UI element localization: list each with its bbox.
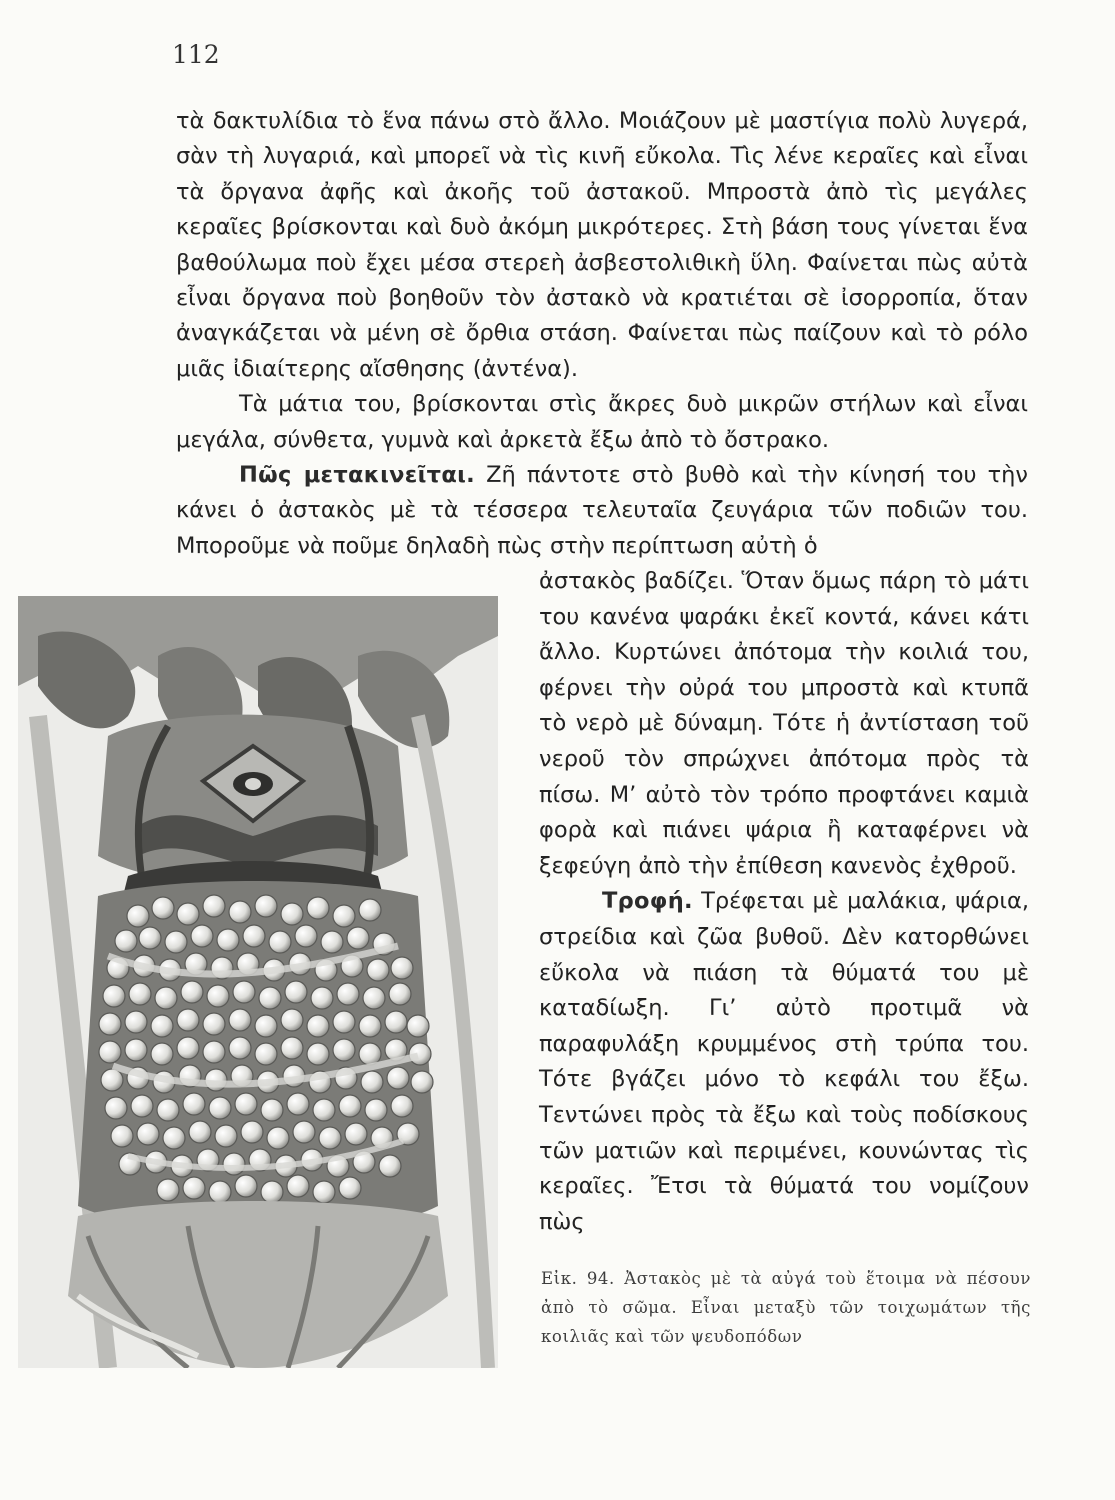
paragraph-movement-text: Ζῆ πάντοτε στὸ βυθὸ καὶ τὴν κίνησή του τὴν κάνει ὁ ἀστακὸς μὲ τὰ τέσσερα τελευταῖα ζευγάρια τῶν ποδιῶν του. Μποροῦμε νὰ ποῦμε δηλαδὴ πὼς στὴν περίπτωση αὐτὴ ὁ bbox=[176, 462, 1028, 559]
lobster-figure bbox=[18, 596, 498, 1368]
paragraph-movement-continued: ἀστακὸς βαδίζει. Ὅταν ὅμως πάρη τὸ μάτι του κανένα ψαράκι ἐκεῖ κοντά, κάνει κάτι ἄλλο. Κυρτώνει ἀπότομα τὴν κοιλιά του, φέρνει τὴν οὐρά του μπροστὰ καὶ κτυπᾶ τὸ νερὸ μὲ δύναμη. Τότε ἡ ἀντίσταση τοῦ νεροῦ τὸν σπρώχνει ἀπότομα πρὸς τὰ πίσω. Μ’ αὐτὸ τὸν τρόπο προφτάνει καμιὰ φορὰ καὶ πιάνει ψάρια ἢ καταφέρνει νὰ ξεφεύγη ἀπὸ τὴν ἐπίθεση κανενὸς ἐχθροῦ. bbox=[539, 568, 1029, 879]
section-heading-movement: Πῶς μετακινεῖται. bbox=[239, 462, 475, 489]
body-text-top bbox=[176, 104, 1028, 564]
paragraph-food bbox=[539, 884, 1029, 1240]
paragraph-eyes: Τὰ μάτια του, βρίσκονται στὶς ἄκρες δυὸ μικρῶν στήλων καὶ εἶναι μεγάλα, σύνθετα, γυμνὰ καὶ ἀρκετὰ ἔξω ἀπὸ τὸ ὄστρακο. bbox=[176, 391, 1028, 453]
paragraph-movement bbox=[176, 458, 1028, 564]
page-number: 112 bbox=[172, 40, 220, 69]
paragraph-food-text: Τρέφεται μὲ μαλάκια, ψάρια, στρείδια καὶ ζῶα βυθοῦ. Δὲν κατορθώνει εὔκολα νὰ πιάση τὰ θύματά του μὲ καταδίωξη. Γι’ αὐτὸ προτιμᾶ νὰ παραφυλάξη κρυμμένος στὴ τρύπα του. Τότε βγάζει μόνο τὸ κεφάλι του ἔξω. Τεντώνει πρὸς τὰ ἔξω καὶ τοὺς ποδίσκους τῶν ματιῶν καὶ περιμένει, κουνώντας τὶς κεραῖες. Ἔτσι τὰ θύματά του νομίζουν πὼς bbox=[539, 888, 1029, 1235]
figure-caption: Εἰκ. 94. Ἀστακὸς μὲ τὰ αὐγά τοὺ ἕτοιμα νὰ πέσουν ἀπὸ τὸ σῶμα. Εἶναι μεταξὺ τῶν τοιχωμάτων τῆς κοιλιᾶς καὶ τῶν ψευδοπόδων bbox=[541, 1269, 1031, 1346]
paragraph-antennae: τὰ δακτυλίδια τὸ ἕνα πάνω στὸ ἄλλο. Μοιάζουν μὲ μαστίγια πολὺ λυγερά, σὰν τὴ λυγαριά, καὶ μπορεῖ νὰ τὶς κινῆ εὔκολα. Τὶς λένε κεραῖες καὶ εἶναι τὰ ὄργανα ἀφῆς καὶ ἀκοῆς τοῦ ἀστακοῦ. Μπροστὰ ἀπὸ τὶς μεγάλες κεραῖες βρίσκονται καὶ δυὸ ἀκόμη μικρότερες. Στὴ βάση τους γίνεται ἕνα βαθούλωμα ποὺ ἔχει μέσα στερεὴ ἀσβεστολιθικὴ ὕλη. Φαίνεται πὼς αὐτὰ εἶναι ὄργανα ποὺ βοηθοῦν τὸν ἀστακὸ νὰ κρατιέται σὲ ἰσορροπία, ὅταν ἀναγκάζεται νὰ μένη σὲ ὄρθια στάση. Φαίνεται πὼς παίζουν καὶ τὸ ρόλο μιᾶς ἰδιαίτερης αἴσθησης (ἀντένα). bbox=[176, 108, 1028, 382]
lobster-illustration bbox=[18, 596, 498, 1368]
section-heading-food: Τροφή. bbox=[602, 888, 693, 915]
body-text-right bbox=[539, 564, 1029, 1240]
